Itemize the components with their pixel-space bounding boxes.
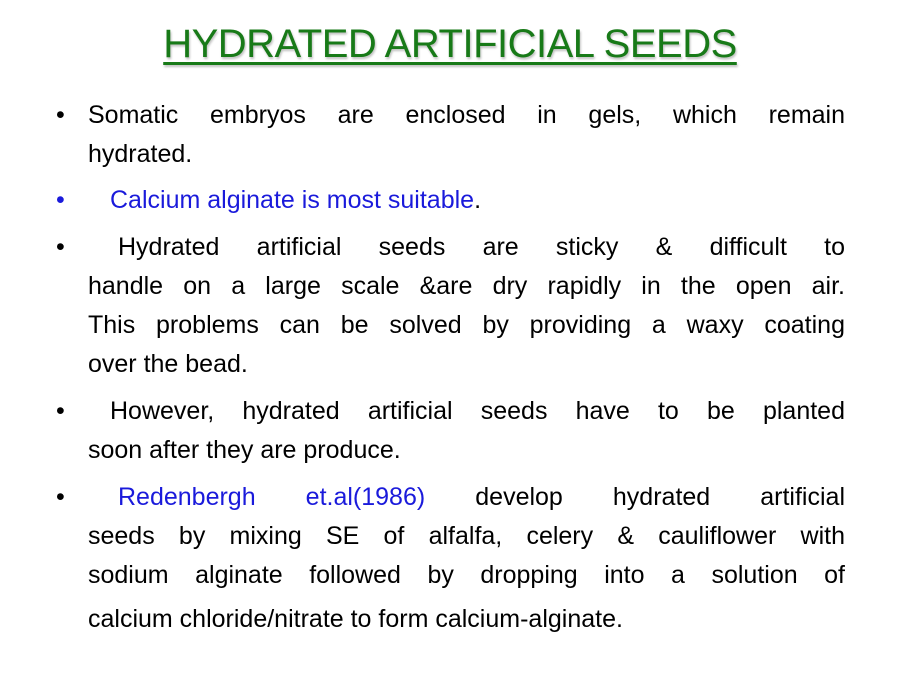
bullet-dot: • — [56, 233, 65, 261]
bullet-text-line: handle on a large scale &are dry rapidly in the open air. — [88, 272, 845, 300]
bullet-text-line: soon after they are produce. — [88, 436, 401, 464]
bullet-text-line: However, hydrated artificial seeds have to be planted — [110, 397, 845, 425]
bullet-text-line: seeds by mixing SE of alfalfa, celery & cauliflower with — [88, 522, 845, 550]
text: develop hydrated artificial — [425, 483, 845, 511]
bullet-text-line: hydrated. — [88, 140, 193, 168]
bullet-dot: • — [56, 101, 65, 129]
highlighted-text: Calcium alginate is most suitable — [110, 186, 475, 214]
bullet-dot: • — [56, 186, 65, 214]
slide-title: HYDRATED ARTIFICIAL SEEDS — [163, 22, 737, 66]
bullet-text-line — [118, 478, 845, 517]
citation-text: Redenbergh et.al(1986) — [118, 483, 426, 511]
bullet-text-line — [110, 181, 810, 220]
bullet-text-line: over the bead. — [88, 350, 248, 378]
bullet-dot: • — [56, 483, 65, 511]
bullet-dot: • — [56, 397, 65, 425]
bullet-text-line: sodium alginate followed by dropping into a solution of — [88, 561, 845, 589]
bullet-text-line: This problems can be solved by providing a waxy coating — [88, 311, 845, 339]
bullet-text-line: Hydrated artificial seeds are sticky & difficult to — [118, 233, 845, 261]
text: . — [474, 186, 482, 214]
bullet-text-line: Somatic embryos are enclosed in gels, which remain — [88, 101, 845, 129]
bullet-text-line: calcium chloride/nitrate to form calcium-alginate. — [88, 605, 623, 633]
